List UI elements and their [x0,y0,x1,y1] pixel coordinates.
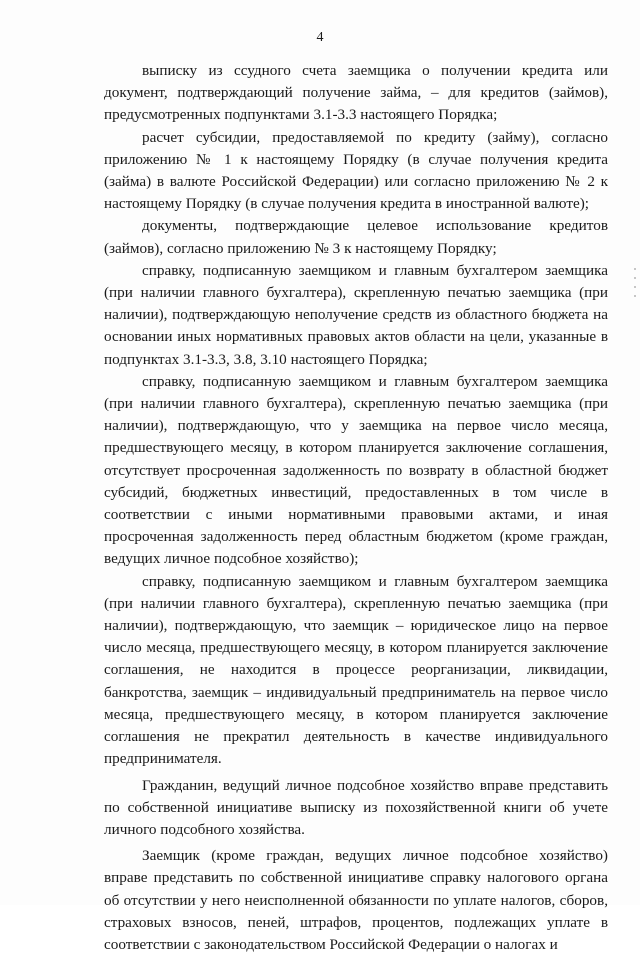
paragraph-non-receipt-certificate: справку, подписанную заемщиком и главным бухгалтером заемщика (при наличии главного бухгалтера), скрепленную печатью заемщика (при наличии), подтверждающую неполучение средств из областного бюджета на основании иных нормативных правовых актов области на цели, указанные в подпунктах 3.1-3.3, 3.8, 3.10 настоящего Порядка; [104,261,608,368]
paragraph-no-overdue-debt-certificate: справку, подписанную заемщиком и главным бухгалтером заемщика (при наличии главного бухгалтера), скрепленную печатью заемщика (при наличии), подтверждающую, что у заемщика на первое число месяца, предшествующего месяцу, в котором планируется заключение соглашения, отсутствует просроченная задолженность по возврату в областной бюджет субсидий, бюджетных инвестиций, предоставленных в том числе в соответствии с иными нормативными правовыми актами, и иная просроченная задолженность перед областным бюджетом (кроме граждан, ведущих личное подсобное хозяйство); [104,372,608,568]
document-body [104,60,608,956]
paragraph-tax-authority-certificate: Заемщик (кроме граждан, ведущих личное подсобное хозяйство) вправе представить по собственной инициативе справку налогового органа об отсутствии у него неисполненной обязанности по уплате налогов, сборов, страховых взносов, пеней, штрафов, процентов, подлежащих уплате в соответствии с законодательством Российской Федерации о налогах и [104,847,608,953]
paragraph-loan-account-statement: выписку из ссудного счета заемщика о получении кредита или документ, подтверждающий получение займа, – для кредитов (займов), предусмотренных подпунктами 3.1-3.3 настоящего Порядка; [104,62,608,124]
scan-margin-marks [634,268,636,308]
scan-dot [634,277,636,279]
paragraph-target-use-documents: документы, подтверждающие целевое использование кредитов (займов), согласно приложению № 3 к настоящему Порядку; [104,217,608,257]
scan-dot [634,286,636,288]
paragraph-household-book-extract: Гражданин, ведущий личное подсобное хозяйство вправе представить по собственной инициативе выписку из похозяйственной книги об учете личного подсобного хозяйства. [104,776,608,838]
paragraph-no-reorganization-certificate: справку, подписанную заемщиком и главным бухгалтером заемщика (при наличии главного бухгалтера), скрепленную печатью заемщика (при наличии), подтверждающую, что заемщик – юридическое лицо на первое число месяца, предшествующего месяцу, в котором планируется заключение соглашения, не находится в процессе реорганизации, ликвидации, банкротства, заемщик – индивидуальный предприниматель на первое число месяца, предшествующего месяцу, в котором планируется заключение соглашения не прекратил деятельность в качестве индивидуального предпринимателя. [104,572,608,768]
scan-dot [634,295,636,297]
scan-dot [634,268,636,270]
page-number: 4 [316,30,324,45]
paragraph-subsidy-calculation: расчет субсидии, предоставляемой по кредиту (займу), согласно приложению № 1 к настоящему Порядку (в случае получения кредита (займа) в валюте Российской Федерации) или согласно приложению № 2 к настоящему Порядку (в случае получения кредита в иностранной валюте); [104,128,608,213]
